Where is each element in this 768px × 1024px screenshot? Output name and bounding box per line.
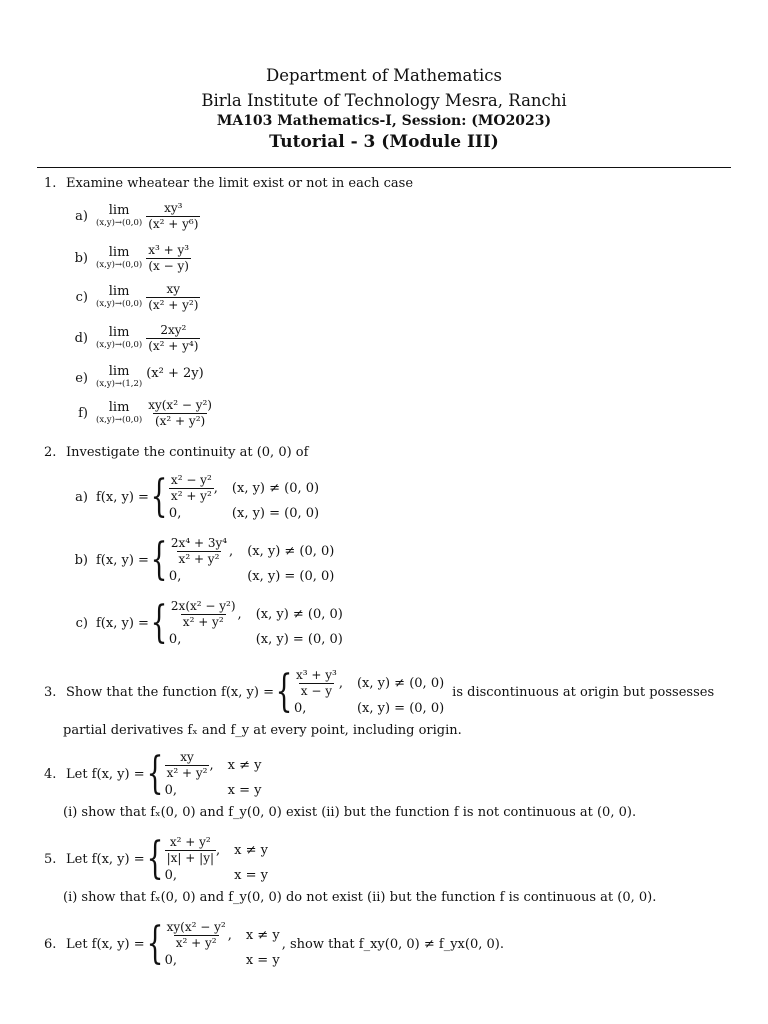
department-title: Department of Mathematics xyxy=(266,66,502,85)
q1-part-d: d) lim (x,y)→(0,0) $\frac{\text{2xy²}}{\text{(x² + y⁴)}}$ xyxy=(74,323,199,353)
q2-part-b: b) f(x, y) = { $\frac{\text{2x⁴ + 3y⁴}}{\text{x² + y²}}$ , (x, y) ≠ (0, 0) 0, (x, y) = (0, 0) xyxy=(74,534,335,585)
q1-part-e: e) lim (x,y)→(1,2) (x² + 2y) xyxy=(75,364,204,389)
header-divider xyxy=(37,167,731,168)
question-3: 3. Show that the function f(x, y) = { $\frac{\text{x³ + y³}}{x - y}$ , (x, y) ≠ (0, 0) 0, (x, y) = (0, 0) is discontinuous at origin but possesses xyxy=(44,666,715,717)
brace-symbol: { xyxy=(150,597,168,648)
tutorial-title: Tutorial - 3 (Module III) xyxy=(269,132,499,152)
q1-part-b: b) lim (x,y)→(0,0) $\frac{\text{x³ + y³}}{(x - y)}$ xyxy=(74,243,190,273)
q2-part-a: a) f(x, y) = { $\frac{\text{x² − y²}}{\text{x² + y²}}$ , (x, y) ≠ (0, 0) 0, (x, y) = (0, 0) xyxy=(75,471,320,522)
question-4-line2: (i) show that fₓ(0, 0) and f_y(0, 0) exist (ii) but the function f is not continuous at (0, 0). xyxy=(63,805,637,820)
brace-symbol: { xyxy=(275,666,293,717)
institute-name: Birla Institute of Technology Mesra, Ranchi xyxy=(201,91,567,110)
q1-part-a: a) lim (x,y)→(0,0) $\frac{\text{xy³}}{\text{(x² + y⁶)}}$ xyxy=(75,201,199,231)
question-1-text: Examine wheatear the limit exist or not in each case xyxy=(66,176,414,191)
question-2-text: Investigate the continuity at (0, 0) of xyxy=(66,445,309,460)
brace-symbol: { xyxy=(146,918,164,969)
q1-part-f: f) lim (x,y)→(0,0) $\frac{\text{xy(x² − y²)}}{\text{(x² + y²)}}$ xyxy=(78,398,212,428)
brace-symbol: { xyxy=(150,471,168,522)
q2-part-c: c) f(x, y) = { $\frac{\text{2x(x² − y²)}}{\text{x² + y²}}$ , (x, y) ≠ (0, 0) 0, (x, y) = (0, 0) xyxy=(75,597,343,648)
question-3-line2: partial derivatives fₓ and f_y at every point, including origin. xyxy=(63,723,462,738)
question-5-line2: (i) show that fₓ(0, 0) and f_y(0, 0) do not exist (ii) but the function f is continuous at (0, 0). xyxy=(63,890,657,905)
question-1: 1. Examine wheatear the limit exist or not in each case xyxy=(44,176,414,191)
brace-symbol: { xyxy=(150,534,168,585)
question-2: 2. Investigate the continuity at (0, 0) of xyxy=(44,445,309,460)
q1-part-c: c) lim (x,y)→(0,0) $\frac{xy}{\text{(x² + y²)}}$ xyxy=(75,282,199,312)
question-6: 6. Let f(x, y) = { $\frac{\text{xy(x² − y²}}{\text{x² + y²}}$ , x ≠ y 0, x = y , show that f_xy(0, 0) ≠ f_yx(0, 0). xyxy=(44,918,504,969)
question-4: 4. Let f(x, y) = { $\frac{xy}{\text{x² + y²}}$ , x ≠ y 0, x = y xyxy=(44,748,262,799)
brace-symbol: { xyxy=(146,748,164,799)
brace-symbol: { xyxy=(146,833,164,884)
course-line: MA103 Mathematics-I, Session: (MO2023) xyxy=(216,113,552,129)
question-5: 5. Let f(x, y) = { $\frac{\text{x² + y²}}{|x| + |y|}$ , x ≠ y 0, x = y xyxy=(44,833,268,884)
